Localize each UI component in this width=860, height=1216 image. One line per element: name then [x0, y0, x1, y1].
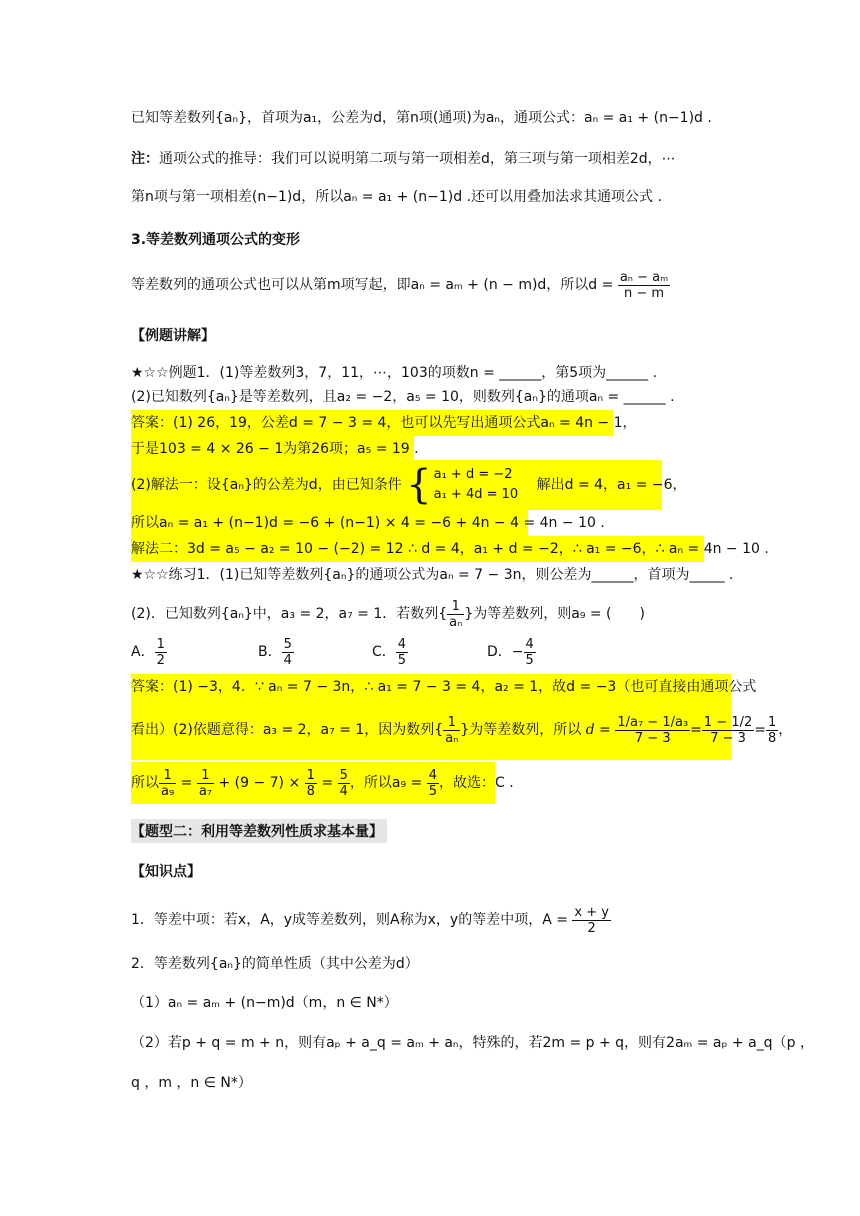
practice-answer-fraction: [443, 715, 460, 746]
fraction-5-over-4: [338, 768, 350, 799]
fraction-numerator: x + y: [574, 904, 609, 920]
knowledge-item-2-1: （1）aₙ = aₘ + (n−m)d（m，n ∈ N*）: [131, 995, 398, 1011]
fraction-denominator: 7 − 3: [634, 730, 671, 746]
option-d: [487, 634, 536, 670]
option-c-label: C．: [372, 644, 396, 660]
system-brace-icon: {: [406, 462, 432, 508]
example-1-part-2: (2)已知数列{aₙ}是等差数列，且a₂ = −2，a₅ = 10，则数列{aₙ}的通项aₙ = ______ .: [131, 389, 675, 405]
option-d-fraction: [524, 637, 536, 668]
fraction-denominator: 2: [587, 920, 596, 936]
equals-sign: =: [321, 775, 334, 791]
fraction-numerator: 1: [156, 636, 165, 652]
option-a-fraction: [155, 637, 167, 668]
middle-expression: + (9 − 7) ×: [218, 775, 301, 791]
equation-system: [434, 465, 519, 505]
fraction-denominator: 2: [156, 652, 165, 668]
fraction-numerator: 1: [159, 768, 176, 784]
fraction-denominator: 8: [768, 730, 777, 746]
practice-1-part-1: ★☆☆练习1．(1)已知等差数列{aₙ}的通项公式为aₙ = 7 − 3n，则公差为______，首项为_____ .: [131, 567, 734, 583]
fraction-denominator: n − m: [624, 285, 665, 301]
note-text: 通项公式的推导：我们可以说明第二项与第一项相差d，第三项与第一项相差2d，⋯: [159, 151, 676, 167]
practice-answer-text-c: 所以: [131, 775, 159, 791]
knowledge-item-2-2-cont: q ，m ，n ∈ N*）: [131, 1075, 252, 1091]
fraction-denominator: aₙ: [445, 730, 459, 746]
derivation-line: 第n项与第一项相差(n−1)d，所以aₙ = a₁ + (n−1)d .还可以用叠加法求其通项公式 .: [131, 189, 662, 205]
example-1-part-1: ★☆☆例题1．(1)等差数列3，7，11，⋯，103的项数n = ______，第5项为______ .: [131, 365, 658, 381]
knowledge-heading: 【知识点】: [131, 864, 201, 880]
equals-sign: =: [180, 775, 193, 791]
fraction-4-over-5: [427, 768, 439, 799]
fraction-numerator: 4: [428, 767, 437, 783]
fraction-numerator: 1: [197, 768, 214, 784]
practice-answer-line-3: [131, 764, 514, 802]
knowledge-item-2: 2．等差数列{aₙ}的简单性质（其中公差为d）: [131, 956, 419, 972]
solution-one-text: (2)解法一：设{aₙ}的公差为d，由已知条件: [131, 477, 402, 493]
fraction-numerator: 1/a₇ − 1/a₃: [617, 714, 689, 730]
practice-answer-text-d: ，所以a₉ =: [349, 775, 423, 791]
practice-answer-line-1: 答案：(1) −3，4．∵ aₙ = 7 − 3n，∴ a₁ = 7 − 3 = 4，a₂ = 1，故d = −3（也可直接由通项公式: [131, 679, 757, 695]
fraction-1-over-8: [305, 768, 317, 799]
knowledge-item-2-2: （2）若p + q = m + n，则有aₚ + a_q = aₘ + aₙ，特殊的，若2m = p + q，则有2aₘ = aₚ + a_q（p ，: [131, 1035, 814, 1051]
fraction-denominator: a₉: [161, 783, 175, 799]
fraction-denominator: 5: [428, 783, 437, 799]
fraction-denominator: 7 − 3: [710, 730, 746, 746]
section-heading-3: 3.等差数列通项公式的变形: [131, 232, 301, 248]
fraction-numerator: 1: [306, 767, 315, 783]
fraction-numerator: 4: [397, 636, 407, 652]
variant-formula-line: [131, 265, 670, 305]
system-eq-2: a₁ + 4d = 10: [433, 487, 519, 502]
answer-1-line-1: 答案：(1) 26，19，公差d = 7 − 3 = 4，也可以先写出通项公式aₙ = 4n − 1，: [131, 415, 637, 431]
practice-answer-text-a: 看出）(2)依题意得：a₃ = 2，a₇ = 1，因为数列{: [131, 722, 444, 738]
solution-one-result: 解出d = 4，a₁ = −6，: [536, 477, 687, 493]
fraction-denominator: a₇: [198, 783, 213, 799]
fraction-numerator: 1: [443, 715, 460, 731]
fraction-numerator: 5: [283, 636, 292, 652]
note-line: [131, 148, 676, 170]
option-b-label: B．: [258, 644, 282, 660]
option-a: [131, 634, 167, 670]
big-fraction-2: [702, 715, 754, 746]
definition-line: 已知等差数列{aₙ}，首项为a₁，公差为d，第n项(通项)为aₙ，通项公式：aₙ = a₁ + (n−1)d .: [131, 110, 712, 126]
fraction-numerator: 4: [525, 636, 534, 652]
fraction-denominator: aₙ: [449, 614, 463, 630]
fraction-numerator: aₙ − aₘ: [619, 269, 669, 285]
fraction-1-over-a9: [159, 768, 176, 799]
variant-formula-text: 等差数列的通项公式也可以从第m项写起，即aₙ = aₘ + (n − m)d，所以d =: [131, 277, 614, 293]
practice-answer-line-2: 看出）(2)依题意得：a₃ = 2，a₇ = 1，因为数列{ $\frac{1}{\text{aₙ}}$ }为等差数列，所以 d = $\frac{\text{1/a₇ − 1/a₃}}{7 - 3}$ = $\frac{1 - 1/2}{7 - 3}$ = $\frac{1}{8}$ ，: [131, 714, 793, 746]
type-two-heading: 【题型二：利用等差数列性质求基本量】: [131, 819, 387, 843]
fraction-denominator: 8: [306, 783, 315, 799]
practice-fraction: [447, 599, 464, 630]
fraction-numerator: 1: [768, 714, 777, 730]
fraction-denominator: 4: [283, 652, 292, 668]
note-label: 注：: [131, 151, 159, 167]
fraction-numerator: 1 − 1/2: [703, 714, 753, 730]
knowledge-item-1-text: 1．等差中项：若x，A，y成等差数列，则A称为x，y的等差中项，A =: [131, 912, 568, 928]
practice-1-part-2: [131, 596, 645, 632]
option-c: [372, 634, 408, 670]
answer-1-line-2: 于是103 = 4 × 26 − 1为第26项；a₅ = 19 .: [131, 441, 419, 457]
practice-text-a: (2)．已知数列{aₙ}中，a₃ = 2，a₇ = 1．若数列{: [131, 606, 448, 622]
variant-formula-fraction: [618, 270, 670, 301]
fraction-numerator: 5: [339, 767, 348, 783]
result-fraction: [766, 715, 778, 746]
option-c-fraction: [396, 637, 408, 668]
option-a-label: A．: [131, 644, 155, 660]
system-eq-1: a₁ + d = −2: [433, 467, 513, 482]
fraction-1-over-a7: [197, 768, 214, 799]
fraction-numerator: 1: [447, 599, 464, 615]
option-b: [258, 634, 294, 670]
example-heading: 【例题讲解】: [131, 328, 215, 344]
fraction-denominator: 5: [525, 652, 534, 668]
practice-text-b: }为等差数列，则a₉ = ( ): [464, 606, 645, 622]
answer-1-line-4: 所以aₙ = a₁ + (n−1)d = −6 + (n−1) × 4 = −6 + 4n − 4 = 4n − 10 .: [131, 515, 605, 531]
common-difference-symbol: d =: [585, 722, 611, 738]
practice-answer-text-b: }为等差数列，所以: [460, 722, 582, 738]
answer-1-line-5: 解法二：3d = a₅ − a₂ = 10 − (−2) = 12 ∴ d = 4，a₁ + d = −2，∴ a₁ = −6，∴ aₙ = 4n − 10 .: [131, 541, 769, 557]
practice-answer-text-e: ，故选：C .: [438, 775, 514, 791]
middle-term-fraction: [572, 905, 611, 936]
option-d-label: D．−: [487, 644, 524, 660]
fraction-denominator: 4: [339, 783, 348, 799]
option-b-fraction: [282, 637, 294, 668]
knowledge-item-1: [131, 900, 611, 940]
big-fraction-1: [615, 715, 690, 746]
fraction-denominator: 5: [397, 652, 407, 668]
answer-1-line-3: [131, 462, 687, 508]
